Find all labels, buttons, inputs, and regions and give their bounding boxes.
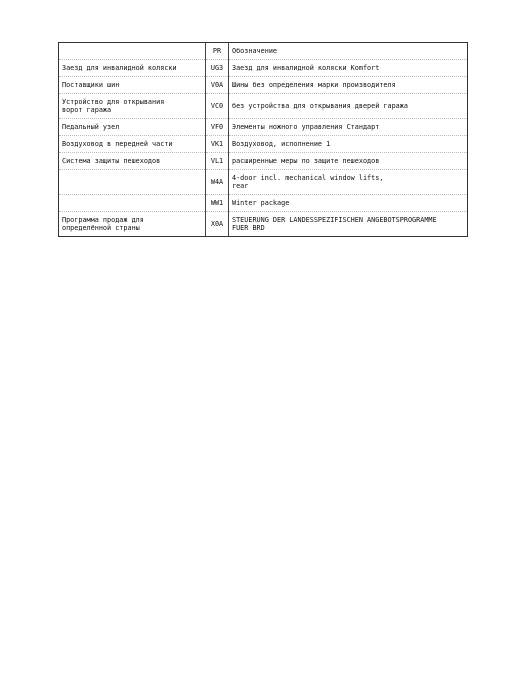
table-row bbox=[59, 195, 468, 212]
row-description bbox=[59, 119, 206, 136]
row-code: UG3 bbox=[206, 60, 229, 77]
row-designation-line: Элементы ножного управления Стандарт bbox=[232, 122, 380, 131]
row-designation-line: Шины без определения марки производителя bbox=[232, 80, 396, 89]
row-designation bbox=[229, 77, 468, 94]
row-description bbox=[59, 170, 206, 195]
table-row bbox=[59, 153, 468, 170]
table-row bbox=[59, 136, 468, 153]
row-designation bbox=[229, 195, 468, 212]
row-designation-line: FUER BRD bbox=[232, 224, 265, 232]
row-code: WW1 bbox=[206, 195, 229, 212]
table-row bbox=[59, 94, 468, 119]
row-designation bbox=[229, 60, 468, 77]
row-description-line: Поставщики шин bbox=[62, 80, 120, 89]
row-description-line: Программа продаж для bbox=[62, 215, 144, 224]
row-description bbox=[59, 77, 206, 94]
header-description-cell bbox=[59, 43, 206, 60]
row-code: VK1 bbox=[206, 136, 229, 153]
row-designation bbox=[229, 170, 468, 195]
row-description-line: Воздуховод в передней части bbox=[62, 139, 173, 148]
row-description bbox=[59, 212, 206, 237]
row-description-line: определённой страны bbox=[62, 224, 140, 232]
row-designation bbox=[229, 119, 468, 136]
row-designation-line: расширенные меры по защите пешеходов bbox=[232, 156, 380, 165]
row-description-line: ворот гаража bbox=[62, 106, 112, 114]
row-description-line: Заезд для инвалидной коляски bbox=[62, 63, 177, 72]
row-code: VF0 bbox=[206, 119, 229, 136]
row-code: W4A bbox=[206, 170, 229, 195]
row-designation-line: 4-door incl. mechanical window lifts, bbox=[232, 173, 384, 182]
row-designation-line: без устройства для открывания дверей гаража bbox=[232, 101, 408, 110]
row-description-line: Система защиты пешеходов bbox=[62, 156, 161, 165]
row-description bbox=[59, 195, 206, 212]
row-designation-line: Заезд для инвалидной коляски Komfort bbox=[232, 63, 380, 72]
row-designation-line: Winter package bbox=[232, 198, 290, 207]
row-description-line: Педальный узел bbox=[62, 122, 120, 131]
row-code: VL1 bbox=[206, 153, 229, 170]
table-row bbox=[59, 119, 468, 136]
header-code-cell: PR bbox=[206, 43, 229, 60]
row-description bbox=[59, 94, 206, 119]
row-designation bbox=[229, 153, 468, 170]
row-designation-line: Воздуховод, исполнение 1 bbox=[232, 139, 331, 148]
row-description bbox=[59, 60, 206, 77]
equipment-code-table bbox=[58, 42, 468, 237]
row-description bbox=[59, 136, 206, 153]
row-code: VC0 bbox=[206, 94, 229, 119]
row-designation bbox=[229, 94, 468, 119]
table-row bbox=[59, 60, 468, 77]
table-header-row bbox=[59, 43, 468, 60]
table-row bbox=[59, 170, 468, 195]
table-row bbox=[59, 77, 468, 94]
row-designation bbox=[229, 136, 468, 153]
row-description-line: Устройство для открывания bbox=[62, 97, 165, 106]
row-description bbox=[59, 153, 206, 170]
row-code: X0A bbox=[206, 212, 229, 237]
row-designation-line: rear bbox=[232, 182, 249, 190]
table-row bbox=[59, 212, 468, 237]
header-designation-cell: Обозначение bbox=[229, 43, 468, 60]
row-code: V0A bbox=[206, 77, 229, 94]
row-designation-line: STEUERUNG DER LANDESSPEZIFISCHEN ANGEBOTSPROGRAMME bbox=[232, 215, 437, 224]
row-designation bbox=[229, 212, 468, 237]
